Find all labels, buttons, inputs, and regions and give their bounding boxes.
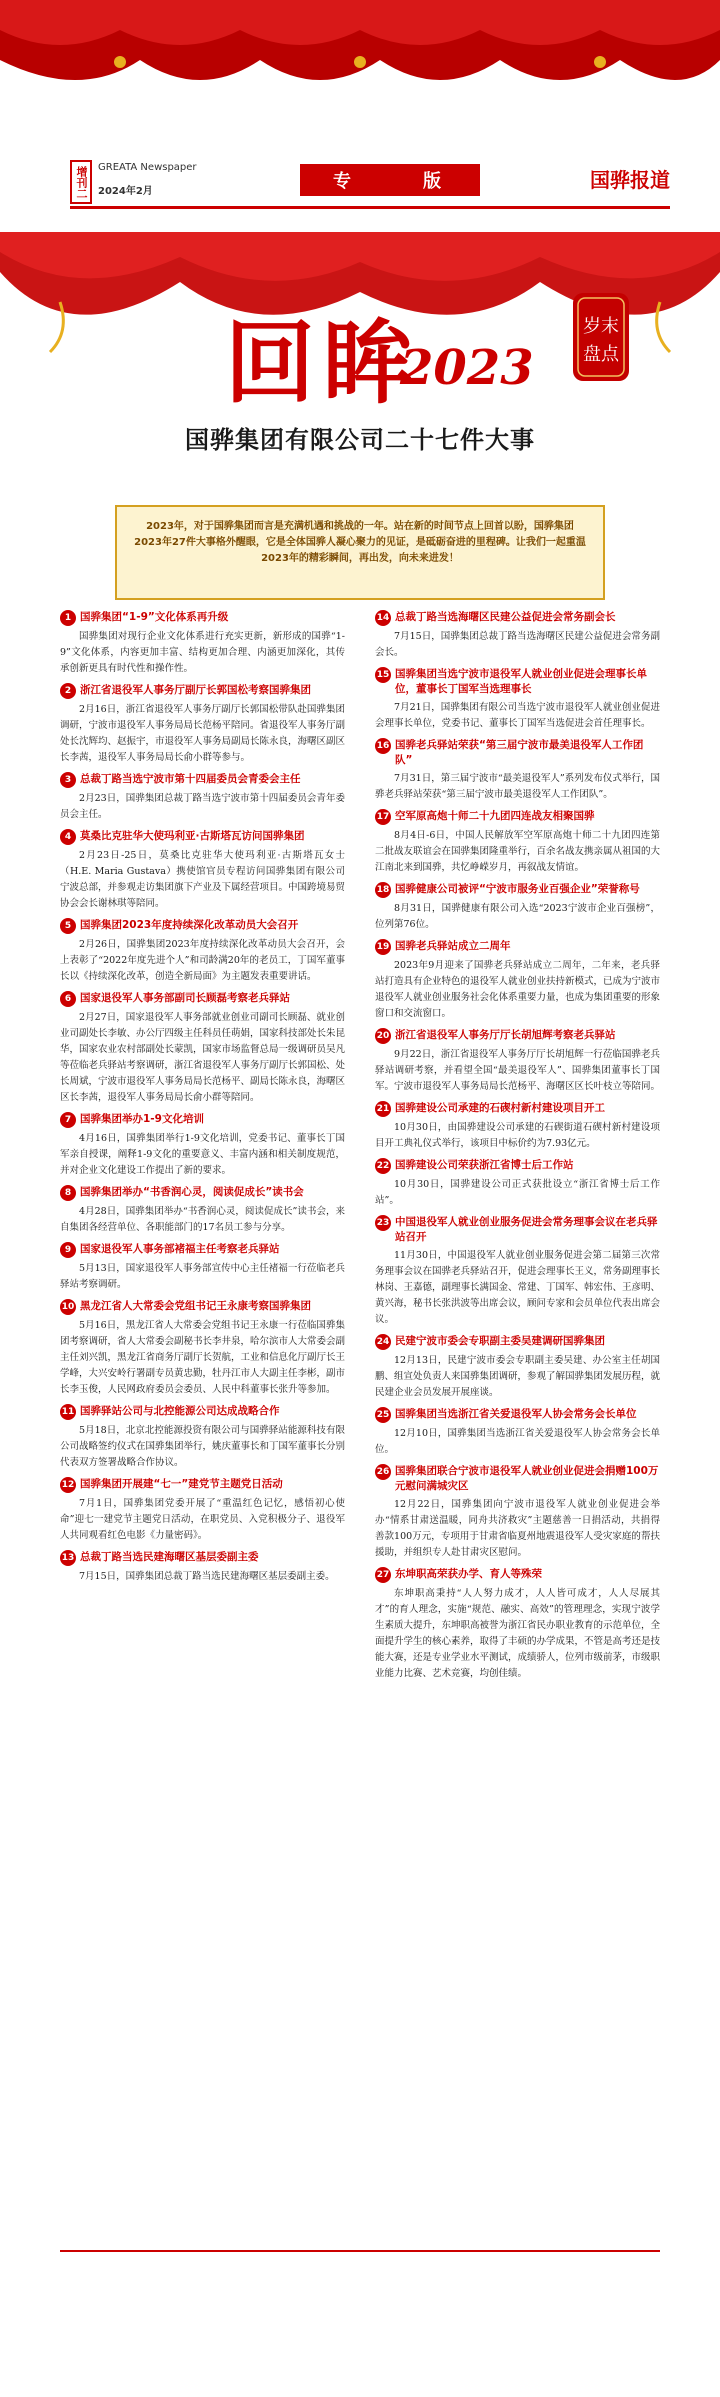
event-body: 5月18日，北京北控能源投资有限公司与国骅驿站能源科技有限公司战略签约仪式在国骅集团举行，姚庆董事长和丁国军董事长分别代表双方签署战略合作协议。 bbox=[60, 1425, 346, 1468]
event-heading bbox=[375, 939, 660, 955]
event-number-badge: 2 bbox=[60, 683, 76, 699]
event-body: 8月4日-6日，中国人民解放军空军原高炮十师二十九团四连第二批战友联谊会在国骅集团隆重举行，百余名战友携亲属从祖国的大江南北来到国骅，共忆峥嵘岁月，再叙战友情谊。 bbox=[375, 830, 661, 873]
event-number-badge: 26 bbox=[375, 1464, 391, 1480]
event-number-badge: 24 bbox=[375, 1334, 391, 1350]
event-title: 国骅建设公司承建的石碶村新村建设项目开工 bbox=[395, 1102, 605, 1114]
event-number-badge: 3 bbox=[60, 772, 76, 788]
event-title: 浙江省退役军人事务厅副厅长郭国松考察国骅集团 bbox=[80, 684, 311, 696]
event-heading bbox=[375, 1158, 660, 1174]
event-heading bbox=[60, 683, 345, 699]
event-number-badge: 13 bbox=[60, 1550, 76, 1566]
event-title: 民建宁波市委会专职副主委吴建调研国骅集团 bbox=[395, 1335, 605, 1347]
event-heading bbox=[60, 1185, 345, 1201]
event-title: 国骅集团举办1-9文化培训 bbox=[80, 1113, 204, 1125]
section-label bbox=[300, 164, 480, 196]
event-title: 东坤职高荣获办学、育人等殊荣 bbox=[395, 1568, 542, 1580]
event-item bbox=[375, 1158, 660, 1209]
event-title: 国骅集团举办“书香润心灵，阅读促成长”读书会 bbox=[80, 1186, 304, 1198]
event-body: 7月31日，第三届宁波市“最美退役军人”系列发布仪式举行，国骅老兵驿站荣获“第三届宁波市最美退役军人工作团队”。 bbox=[375, 773, 660, 800]
event-heading bbox=[60, 918, 345, 934]
event-body: 国骅集团对现行企业文化体系进行充实更新，新形成的国骅“1-9”文化体系，内容更加丰富、结构更加合理、内涵更加深化，其传承创新更具有时代性和操作性。 bbox=[60, 631, 345, 674]
events-columns bbox=[60, 610, 660, 2230]
event-item bbox=[60, 772, 345, 823]
event-item bbox=[60, 1185, 345, 1236]
seal-stamp-icon bbox=[570, 290, 632, 384]
event-heading bbox=[60, 991, 345, 1007]
event-number-badge: 22 bbox=[375, 1158, 391, 1174]
event-body: 2月26日，国骅集团2023年度持续深化改革动员大会召开，会上表彰了“2022年度先进个人”和司龄满20年的老员工，丁国军董事长以《持续深化改革，创造全新局面》为主题发表重要讲话。 bbox=[60, 939, 345, 982]
event-heading bbox=[60, 1299, 345, 1315]
event-heading bbox=[375, 1567, 660, 1583]
event-body: 7月21日，国骅集团有限公司当选宁波市退役军人就业创业促进会理事长单位，党委书记、董事长丁国军当选促进会首任理事长。 bbox=[375, 702, 660, 729]
svg-text:盘点: 盘点 bbox=[583, 344, 619, 365]
event-heading bbox=[60, 610, 345, 626]
svg-text:岁末: 岁末 bbox=[583, 316, 619, 337]
event-body: 2023年9月迎来了国骅老兵驿站成立二周年，二年来，老兵驿站打造具有企业特色的退役军人就业创业扶持新模式，已成为宁波市退役军人就业创业服务社会化体系重要力量，也成为集团重要的形象窗口和交流窗口。 bbox=[375, 960, 661, 1019]
event-body: 12月22日，国骅集团向宁波市退役军人就业创业促进会举办“情系甘肃送温暖，同舟共济救灾”主题慈善一日捐活动，共捐得善款100万元，专项用于甘肃省临夏州地震退役军人受灾家庭的帮扶援助，并组织专人赴甘肃灾区慰问。 bbox=[375, 1499, 660, 1558]
page-title: 国骅集团有限公司二十七件大事 bbox=[185, 426, 535, 454]
event-number-badge: 21 bbox=[375, 1101, 391, 1117]
event-title: 浙江省退役军人事务厅厅长胡旭辉考察老兵驿站 bbox=[395, 1029, 616, 1041]
event-number-badge: 10 bbox=[60, 1299, 76, 1315]
event-title: 国家退役军人事务部褚福主任考察老兵驿站 bbox=[80, 1243, 280, 1255]
event-number-badge: 18 bbox=[375, 882, 391, 898]
event-number-badge: 25 bbox=[375, 1407, 391, 1423]
event-heading bbox=[60, 1477, 345, 1493]
event-body: 7月15日，国骅集团总裁丁路当选民建海曙区基层委副主委。 bbox=[79, 1571, 335, 1582]
hero-year: 2023 bbox=[400, 340, 534, 396]
event-heading bbox=[60, 1242, 345, 1258]
event-item bbox=[375, 882, 660, 933]
event-item bbox=[375, 667, 660, 732]
event-body: 7月1日，国骅集团党委开展了“重温红色记忆，感悟初心使命”迎七一建党节主题党日活动，在职党员、入党积极分子、退役军人共同观看红色电影《力量密码》。 bbox=[60, 1498, 345, 1541]
event-body: 8月31日，国骅健康有限公司入选“2023宁波市企业百强榜”，位列第76位。 bbox=[375, 903, 660, 930]
event-body: 4月28日，国骅集团举办“书香润心灵，阅读促成长”读书会，来自集团各经营单位、各职能部门的17名员工参与分享。 bbox=[60, 1206, 345, 1233]
event-heading bbox=[375, 882, 660, 898]
event-item bbox=[375, 610, 660, 661]
event-number-badge: 15 bbox=[375, 667, 391, 683]
publication-date: 2024年2月 bbox=[98, 186, 153, 197]
event-number-badge: 1 bbox=[60, 610, 76, 626]
event-body: 10月30日，国骅建设公司正式获批设立“浙江省博士后工作站”。 bbox=[375, 1179, 660, 1206]
event-title: 空军原高炮十师二十九团四连战友相聚国骅 bbox=[395, 810, 595, 822]
footer-rule bbox=[60, 2250, 660, 2252]
event-body: 10月30日，由国骅建设公司承建的石碶街道石碶村新村建设项目开工典礼仪式举行，该项目中标价约为7.93亿元。 bbox=[375, 1122, 660, 1149]
event-number-badge: 19 bbox=[375, 939, 391, 955]
events-column-left bbox=[60, 610, 345, 1591]
event-number-badge: 5 bbox=[60, 918, 76, 934]
event-title: 总裁丁路当选海曙区民建公益促进会常务副会长 bbox=[395, 611, 616, 623]
event-heading bbox=[60, 829, 345, 845]
event-heading bbox=[375, 809, 660, 825]
event-title: 国骅健康公司被评“宁波市服务业百强企业”荣誉称号 bbox=[395, 883, 640, 895]
masthead-rule bbox=[70, 206, 670, 209]
event-title: 黑龙江省人大常委会党组书记王永康考察国骅集团 bbox=[80, 1300, 311, 1312]
masthead bbox=[70, 160, 670, 210]
event-body: 2月23日，国骅集团总裁丁路当选宁波市第十四届委员会青年委员会主任。 bbox=[60, 793, 345, 820]
event-heading bbox=[375, 1407, 660, 1423]
event-title: 中国退役军人就业创业服务促进会常务理事会议在老兵驿站召开 bbox=[395, 1216, 658, 1243]
event-title: 国骅老兵驿站成立二周年 bbox=[395, 940, 511, 952]
event-body: 4月16日，国骅集团举行1-9文化培训，党委书记、董事长丁国军亲自授课，阐释1-9文化的重要意义、丰富内涵和相关制度规范，并对企业文化建设工作提出了新的要求。 bbox=[60, 1133, 345, 1176]
event-body: 7月15日，国骅集团总裁丁路当选海曙区民建公益促进会常务副会长。 bbox=[375, 631, 660, 658]
event-item bbox=[60, 683, 345, 766]
event-number-badge: 16 bbox=[375, 738, 391, 754]
event-item bbox=[60, 829, 345, 912]
event-title: 国骅老兵驿站荣获“第三届宁波市最美退役军人工作团队” bbox=[395, 739, 644, 766]
event-body: 东坤职高秉持“人人努力成才，人人皆可成才，人人尽展其才”的育人理念，实施“规范、融实、高效”的管理理念，实现宁波学生素质大提升，东坤职高被誉为浙江省民办职业教育的示范单位，全面提升学生的核心素养，取得了丰硕的办学成果，不管是高考还是技能大赛，还是专业学业水平测试，成绩骄人，位列市级前茅，市级职业能力比赛、艺术竞赛，均创佳绩。 bbox=[375, 1588, 661, 1679]
event-body: 2月27日，国家退役军人事务部就业创业司副司长顾磊、就业创业司副处长李敏、办公厅四级主任科员任萌娟，国家科技部处长朱昆华，国家农业农村部副处长蒙凯，国家市场监督总局一级调研员吴凡等莅临老兵驿站考察调研，浙江省退役军人事务厅副厅长郭国松、处长周斌，宁波市退役军人事务局局长范杨平、副局长陈永良，海曙区区长李茜，退役军人事务局局长俞小群等陪同。 bbox=[60, 1012, 346, 1103]
event-title: 国骅集团当选宁波市退役军人就业创业促进会理事长单位，董事长丁国军当选理事长 bbox=[395, 668, 647, 695]
event-heading bbox=[375, 610, 660, 626]
event-title: 国骅集团当选浙江省关爱退役军人协会常务会长单位 bbox=[395, 1408, 637, 1420]
event-item bbox=[60, 1112, 345, 1179]
event-item bbox=[60, 1299, 345, 1398]
event-item bbox=[375, 738, 660, 803]
supplement-label: 增刊二 bbox=[70, 160, 92, 204]
event-number-badge: 6 bbox=[60, 991, 76, 1007]
event-body: 5月13日，国家退役军人事务部宣传中心主任褚福一行莅临老兵驿站考察调研。 bbox=[60, 1263, 345, 1290]
event-item bbox=[375, 809, 660, 876]
event-body: 2月16日，浙江省退役军人事务厅副厅长郭国松带队赴国骅集团调研，宁波市退役军人事务局局长范杨平陪同。省退役军人事务厅副处长沈辉均、赵振宇，市退役军人事务局副局长陈永良，海曙区副区长李茜，退役军人事务局局长俞小群等参与。 bbox=[60, 704, 346, 763]
intro-text: 2023年，对于国骅集团而言是充满机遇和挑战的一年。站在新的时间节点上回首以盼，国骅集团2023年27件大事格外醒眼，它是全体国骅人凝心聚力的见证，是砥砺奋进的里程碑。让我们一起重温2023年的精彩瞬间，再出发，向未来进发！ bbox=[134, 521, 586, 564]
event-item bbox=[375, 1028, 660, 1095]
event-title: 莫桑比克驻华大使玛利亚·古斯塔瓦访问国骅集团 bbox=[80, 830, 305, 842]
event-title: 国骅集团联合宁波市退役军人就业创业促进会捐赠100万元慰问满城灾区 bbox=[395, 1465, 659, 1492]
event-title: 国家退役军人事务部副司长顾磊考察老兵驿站 bbox=[80, 992, 290, 1004]
event-number-badge: 9 bbox=[60, 1242, 76, 1258]
event-heading bbox=[60, 1112, 345, 1128]
event-item bbox=[375, 1101, 660, 1152]
event-body: 9月22日，浙江省退役军人事务厅厅长胡旭辉一行莅临国骅老兵驿站调研考察，并看望全国“最美退役军人”、国骅集团董事长丁国军。宁波市退役军人事务局局长范杨平、海曙区区长叶枝立等陪同。 bbox=[375, 1049, 661, 1092]
event-heading bbox=[375, 738, 660, 768]
event-item bbox=[60, 991, 345, 1106]
event-heading bbox=[60, 1550, 345, 1566]
event-title: 国骅集团“1-9”文化体系再升级 bbox=[80, 611, 229, 623]
event-item bbox=[60, 918, 345, 985]
event-item bbox=[60, 1404, 345, 1471]
event-heading bbox=[375, 1028, 660, 1044]
event-title: 总裁丁路当选宁波市第十四届委员会青委会主任 bbox=[80, 773, 301, 785]
event-item bbox=[60, 1550, 345, 1585]
event-item bbox=[375, 939, 660, 1022]
hero-banner bbox=[0, 260, 720, 500]
curtain-top-decoration bbox=[0, 0, 720, 110]
event-number-badge: 27 bbox=[375, 1567, 391, 1583]
event-number-badge: 14 bbox=[375, 610, 391, 626]
events-column-right bbox=[375, 610, 660, 1688]
event-number-badge: 12 bbox=[60, 1477, 76, 1493]
intro-box bbox=[115, 505, 605, 600]
event-body: 12月13日，民建宁波市委会专职副主委吴建、办公室主任胡国鹏、组宣处负责人来国骅集团调研，参观了解国骅集团发展历程，就民建企业会员发展开展座谈。 bbox=[375, 1355, 661, 1398]
event-item bbox=[375, 1464, 660, 1561]
event-heading bbox=[375, 1215, 660, 1245]
event-heading bbox=[375, 1101, 660, 1117]
event-number-badge: 11 bbox=[60, 1404, 76, 1420]
event-heading bbox=[375, 1334, 660, 1350]
event-item bbox=[375, 1334, 660, 1401]
newspaper-logo: 国骅报道 bbox=[590, 168, 670, 192]
event-item bbox=[375, 1407, 660, 1458]
event-number-badge: 20 bbox=[375, 1028, 391, 1044]
publication-name: GREATA Newspaper bbox=[98, 162, 197, 173]
event-item bbox=[60, 1242, 345, 1293]
event-item bbox=[60, 610, 345, 677]
event-body: 5月16日，黑龙江省人大常委会党组书记王永康一行莅临国骅集团考察调研，省人大常委会副秘书长李井泉，哈尔滨市人大常委会副主任刘兴凯，黑龙江省商务厅副厅长贺航，工业和信息化厅副厅长王学峰，大兴安岭行署副专员黄忠勤，牡丹江市人大副主任李彬，副市长李玉俊，人民网政府委员会委员、人民中科董事长张升等参加。 bbox=[60, 1320, 346, 1395]
event-title: 国骅驿站公司与北控能源公司达成战略合作 bbox=[80, 1405, 280, 1417]
event-body: 12月10日，国骅集团当选浙江省关爱退役军人协会常务会长单位。 bbox=[375, 1428, 660, 1455]
event-heading bbox=[60, 1404, 345, 1420]
event-body: 11月30日，中国退役军人就业创业服务促进会第二届第三次常务理事会议在国骅老兵驿站召开，促进会理事长王义，常务副理事长林岗、王嘉德，副理事长满国金、常建、丁国军、韩宏伟、王彦明、黄兴海，秘书长张洪波等出席会议，顾问专家和会员单位代表出席会议。 bbox=[375, 1250, 661, 1325]
event-title: 国骅建设公司荣获浙江省博士后工作站 bbox=[395, 1159, 574, 1171]
event-number-badge: 23 bbox=[375, 1215, 391, 1231]
section-label-left: 专 bbox=[333, 171, 357, 192]
event-item bbox=[60, 1477, 345, 1544]
event-title: 国骅集团开展建“七一”建党节主题党日活动 bbox=[80, 1478, 283, 1490]
section-label-right: 版 bbox=[423, 171, 447, 192]
event-item bbox=[375, 1567, 660, 1682]
event-heading bbox=[375, 1464, 660, 1494]
event-heading bbox=[375, 667, 660, 697]
event-heading bbox=[60, 772, 345, 788]
event-number-badge: 17 bbox=[375, 809, 391, 825]
event-number-badge: 7 bbox=[60, 1112, 76, 1128]
event-number-badge: 4 bbox=[60, 829, 76, 845]
event-number-badge: 8 bbox=[60, 1185, 76, 1201]
event-body: 2月23日-25日，莫桑比克驻华大使玛利亚·古斯塔瓦女士（H.E. Maria Gustava）携使馆官员专程访问国骅集团有限公司宁波总部，并参观走访集团旗下产业及下属经营项目。中国跨境易贸协会会长谢林琪等陪同。 bbox=[60, 850, 346, 909]
page-footer bbox=[0, 2250, 720, 2397]
event-title: 总裁丁路当选民建海曙区基层委副主委 bbox=[80, 1551, 259, 1563]
event-title: 国骅集团2023年度持续深化改革动员大会召开 bbox=[80, 919, 299, 931]
hero-headline: 回眸 bbox=[225, 310, 421, 416]
event-item bbox=[375, 1215, 660, 1328]
